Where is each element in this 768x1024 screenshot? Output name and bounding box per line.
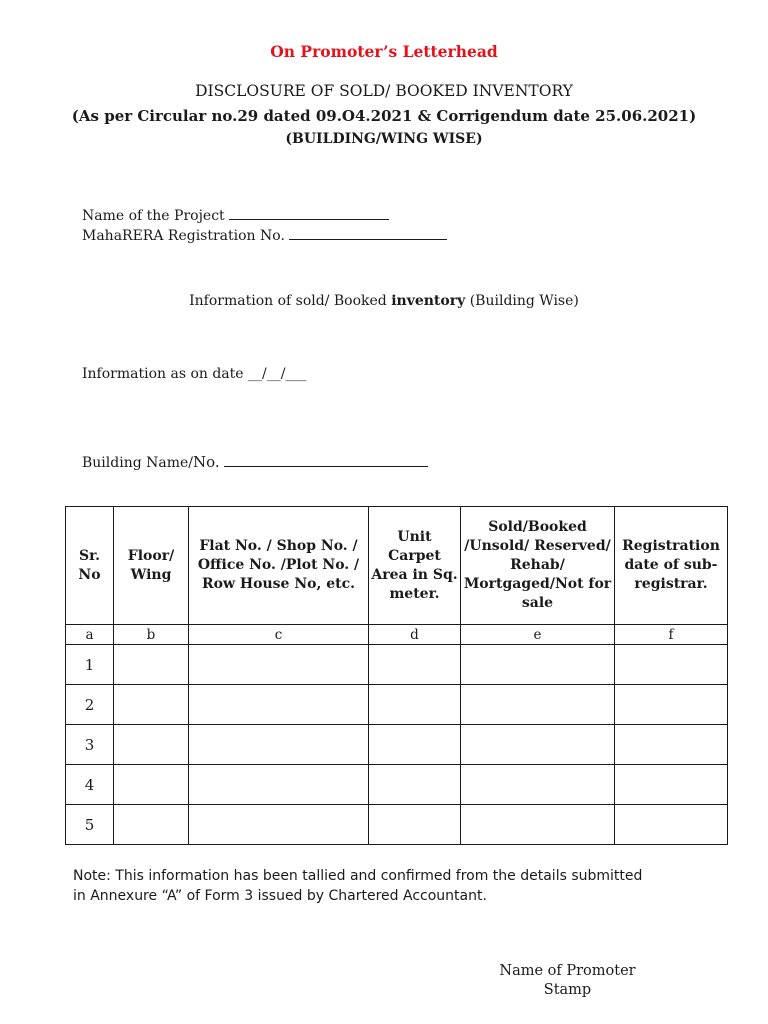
table-cell[interactable]	[189, 645, 369, 685]
col-header-unit-number: Flat No. / Shop No. / Office No. /Plot No. / Row House No, etc.	[189, 507, 369, 625]
col-header-floor-wing: Floor/ Wing	[114, 507, 189, 625]
note-line: in Annexure “A” of Form 3 issued by Chartered Accountant.	[73, 888, 487, 904]
table-cell[interactable]	[369, 765, 461, 805]
note-text	[73, 866, 713, 906]
table-cell[interactable]	[615, 765, 728, 805]
project-name-field	[82, 206, 389, 224]
column-letter: e	[461, 625, 615, 645]
table-row	[66, 805, 728, 845]
table-cell[interactable]	[369, 645, 461, 685]
note-line: Note: This information has been tallied and confirmed from the details submitted	[73, 868, 643, 884]
building-name-field	[82, 453, 428, 471]
info-date-label: Information as on date __/__/___	[82, 366, 307, 382]
stamp-label: Stamp	[543, 982, 592, 998]
col-header-sr-no: Sr. No	[66, 507, 114, 625]
rera-registration-label: MahaRERA Registration No.	[82, 228, 285, 244]
table-header-row	[66, 507, 728, 625]
table-row	[66, 645, 728, 685]
table-cell[interactable]	[369, 725, 461, 765]
info-heading-part2: (Building Wise)	[469, 293, 579, 309]
sr-no-cell: 1	[66, 645, 114, 685]
column-letter: b	[114, 625, 189, 645]
table-cell[interactable]	[114, 645, 189, 685]
column-letter: d	[369, 625, 461, 645]
circular-reference: (As per Circular no.29 dated 09.O4.2021 & Corrigendum date 25.06.2021)	[71, 107, 697, 125]
table-cell[interactable]	[615, 805, 728, 845]
column-letter: c	[189, 625, 369, 645]
column-letter: a	[66, 625, 114, 645]
column-letter-row	[66, 625, 728, 645]
table-cell[interactable]	[189, 805, 369, 845]
table-cell[interactable]	[615, 685, 728, 725]
scope-label: (BUILDING/WING WISE)	[285, 131, 483, 147]
table-cell[interactable]	[615, 645, 728, 685]
table-cell[interactable]	[114, 685, 189, 725]
project-name-label: Name of the Project	[82, 208, 225, 224]
col-header-registration-date: Registration date of sub-registrar.	[615, 507, 728, 625]
sr-no-cell: 4	[66, 765, 114, 805]
building-name-label: Building Name/	[82, 455, 194, 471]
table-cell[interactable]	[461, 645, 615, 685]
table-row	[66, 725, 728, 765]
table-cell[interactable]	[461, 685, 615, 725]
table-cell[interactable]	[114, 765, 189, 805]
table-cell[interactable]	[189, 685, 369, 725]
table-cell[interactable]	[461, 805, 615, 845]
table-row	[66, 685, 728, 725]
table-cell[interactable]	[114, 805, 189, 845]
rera-registration-field	[82, 226, 447, 244]
col-header-status: Sold/Booked /Unsold/ Reserved/ Rehab/ Mortgaged/Not for sale	[461, 507, 615, 625]
table-cell[interactable]	[615, 725, 728, 765]
building-no-label: No.	[193, 453, 220, 471]
table-cell[interactable]	[369, 685, 461, 725]
building-name-blank	[224, 453, 428, 467]
column-letter: f	[615, 625, 728, 645]
table-cell[interactable]	[189, 725, 369, 765]
inventory-table	[65, 506, 728, 845]
sr-no-cell: 5	[66, 805, 114, 845]
sr-no-cell: 3	[66, 725, 114, 765]
document-title: DISCLOSURE OF SOLD/ BOOKED INVENTORY	[195, 82, 573, 100]
sr-no-cell: 2	[66, 685, 114, 725]
rera-registration-blank	[289, 226, 447, 240]
table-cell[interactable]	[369, 805, 461, 845]
table-cell[interactable]	[461, 725, 615, 765]
letterhead-label: On Promoter’s Letterhead	[270, 42, 498, 61]
table-cell[interactable]	[114, 725, 189, 765]
table-cell[interactable]	[461, 765, 615, 805]
info-heading	[0, 293, 768, 309]
info-date-field	[82, 366, 306, 382]
project-name-blank	[229, 206, 389, 220]
info-heading-part1: Information of sold/ Booked	[189, 293, 387, 309]
info-heading-bold: inventory	[391, 293, 466, 309]
col-header-carpet-area: Unit Carpet Area in Sq. meter.	[369, 507, 461, 625]
table-cell[interactable]	[189, 765, 369, 805]
signature-block	[480, 962, 655, 1000]
table-row	[66, 765, 728, 805]
promoter-name-label: Name of Promoter	[499, 963, 636, 979]
